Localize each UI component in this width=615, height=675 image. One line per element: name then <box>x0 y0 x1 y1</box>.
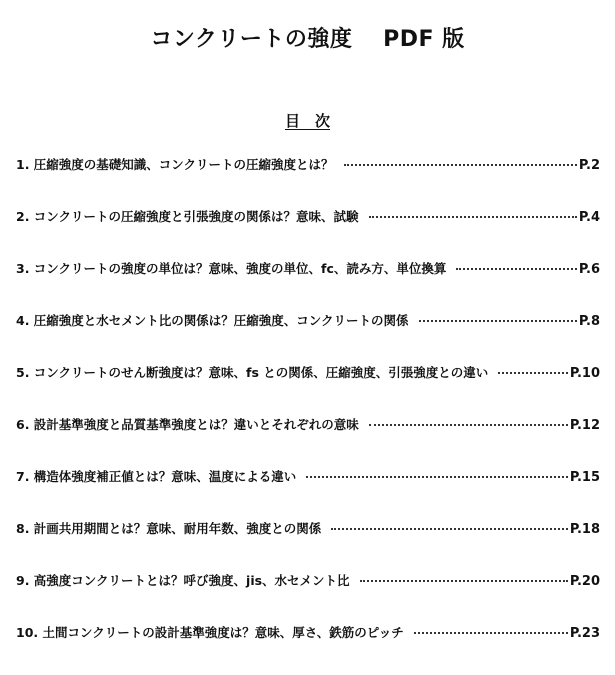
toc-entry-page: P.12 <box>569 418 600 433</box>
dot-leader <box>414 632 568 634</box>
toc-entry-title: 5. コンクリートのせん断強度は？意味、fs との関係、圧縮強度、引張強度との違い <box>16 365 489 380</box>
toc-entry-title: 2. コンクリートの圧縮強度と引張強度の関係は？意味、試験 <box>16 209 359 224</box>
toc-entry-title: 8. 計画共用期間とは？意味、耐用年数、強度との関係 <box>16 521 322 536</box>
toc-entry-page: P.18 <box>569 522 600 537</box>
dot-leader <box>369 216 577 218</box>
toc-entry-6[interactable] <box>16 415 600 467</box>
table-of-contents <box>16 155 600 675</box>
toc-entry-3[interactable] <box>16 259 600 311</box>
toc-entry-7[interactable] <box>16 467 600 519</box>
toc-entry-title: 4. 圧縮強度と水セメント比の関係は？圧縮強度、コンクリートの関係 <box>16 313 409 328</box>
toc-entry-title: 1. 圧縮強度の基礎知識、コンクリートの圧縮強度とは？ <box>16 157 334 172</box>
toc-entry-page: P.20 <box>569 574 600 589</box>
toc-entry-title: 7. 構造体強度補正値とは？意味、温度による違い <box>16 469 297 484</box>
toc-entry-8[interactable] <box>16 519 600 571</box>
toc-entry-5[interactable] <box>16 363 600 415</box>
toc-entry-page: P.8 <box>578 314 600 329</box>
toc-entry-page: P.6 <box>578 262 600 277</box>
dot-leader <box>360 580 568 582</box>
dot-leader <box>498 372 568 374</box>
dot-leader <box>331 528 568 530</box>
toc-entry-page: P.2 <box>578 158 600 173</box>
toc-entry-page: P.4 <box>578 210 600 225</box>
toc-entry-title: 3. コンクリートの強度の単位は？意味、強度の単位、fc、読み方、単位換算 <box>16 261 447 276</box>
toc-entry-page: P.15 <box>569 470 600 485</box>
toc-entry-page: P.23 <box>569 626 600 641</box>
dot-leader <box>456 268 576 270</box>
dot-leader <box>369 424 568 426</box>
toc-entry-title: 9. 高強度コンクリートとは？呼び強度、jis、水セメント比 <box>16 573 350 588</box>
toc-entry-2[interactable] <box>16 207 600 259</box>
document-title: コンクリートの強度 PDF 版 <box>150 27 465 52</box>
toc-heading <box>0 110 615 131</box>
toc-entry-1[interactable] <box>16 155 600 207</box>
toc-entry-title: 10. 土間コンクリートの設計基準強度は？意味、厚さ、鉄筋のピッチ <box>16 625 404 640</box>
toc-heading-label: 目 次 <box>284 112 330 130</box>
dot-leader <box>419 320 577 322</box>
dot-leader <box>344 164 577 166</box>
toc-entry-9[interactable] <box>16 571 600 623</box>
toc-entry-10[interactable] <box>16 623 600 675</box>
toc-entry-4[interactable] <box>16 311 600 363</box>
toc-entry-page: P.10 <box>569 366 600 381</box>
toc-entry-title: 6. 設計基準強度と品質基準強度とは？違いとそれぞれの意味 <box>16 417 359 432</box>
dot-leader <box>306 476 568 478</box>
